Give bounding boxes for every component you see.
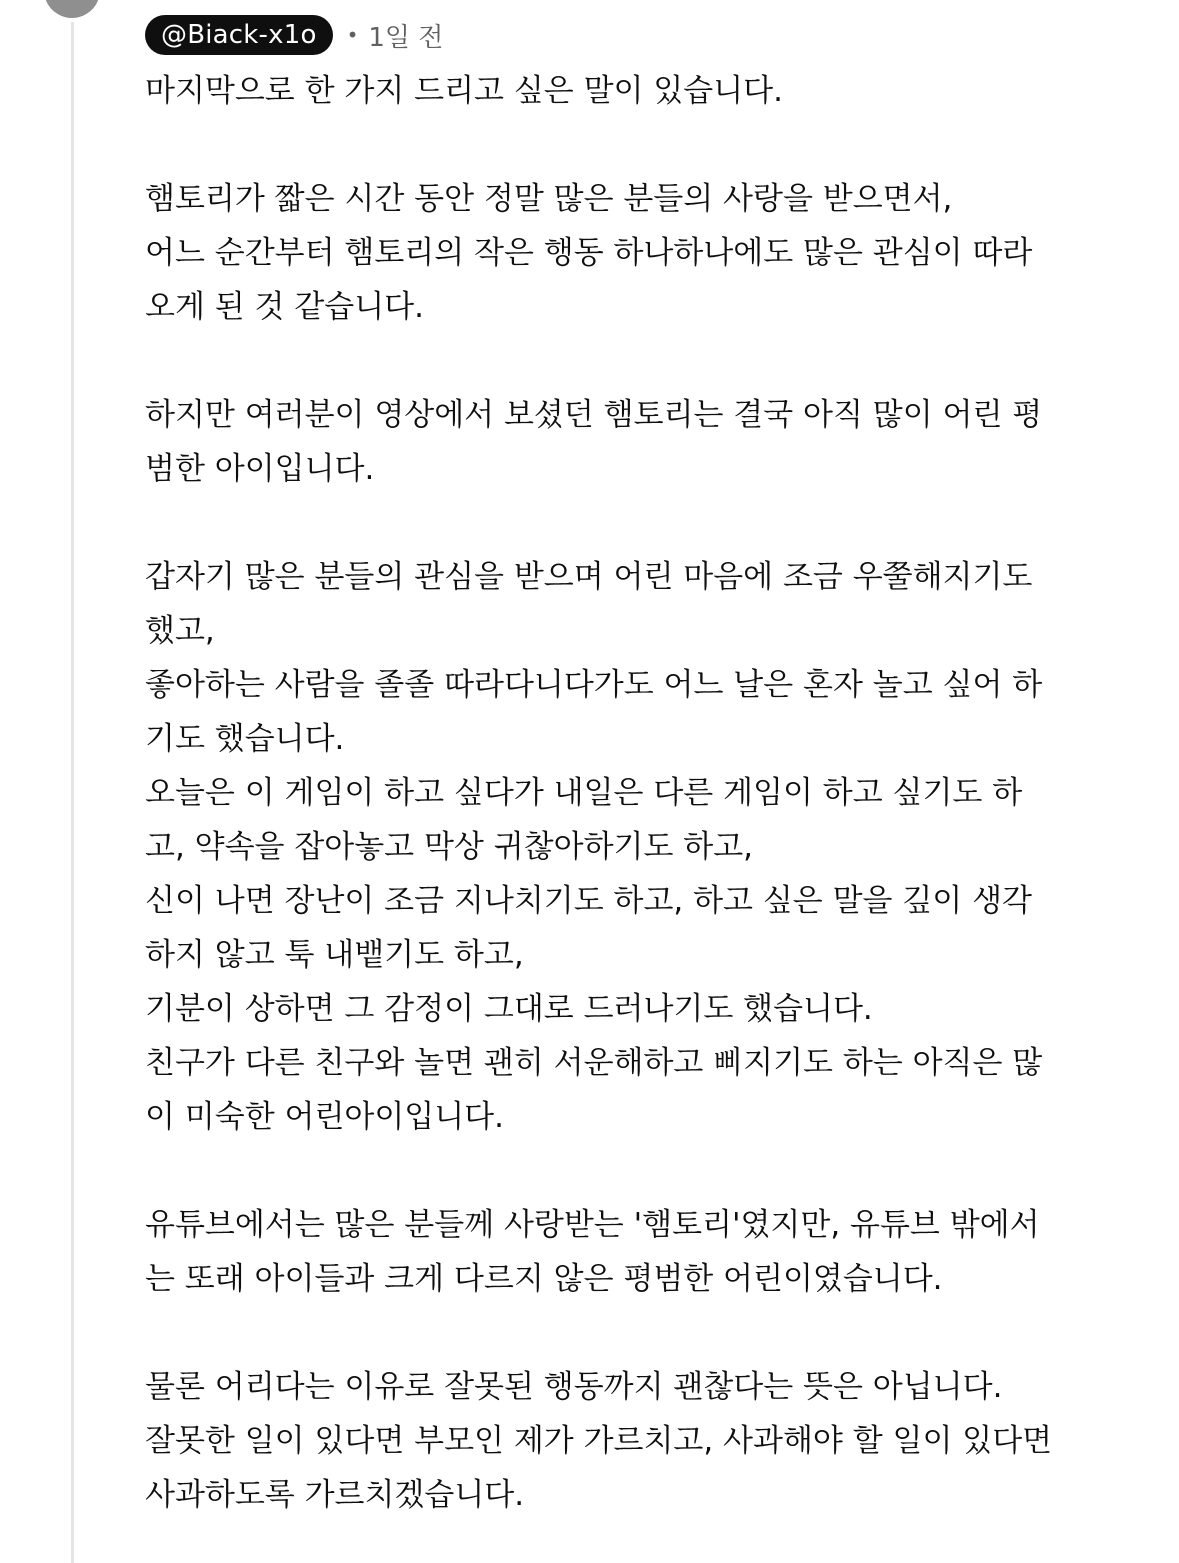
blank-line <box>145 334 1105 388</box>
comment-line: 범한 아이입니다. <box>145 451 375 487</box>
comment-line: 오게 된 것 같습니다. <box>145 289 424 325</box>
comment-line: 햄토리가 짧은 시간 동안 정말 많은 분들의 사랑을 받으면서, <box>145 181 953 217</box>
separator-dot: • <box>346 23 359 47</box>
comment-line: 마지막으로 한 가지 드리고 싶은 말이 있습니다. <box>145 73 783 109</box>
blank-line <box>145 496 1105 550</box>
comment-line: 좋아하는 사람을 졸졸 따라다니다가도 어느 날은 혼자 놀고 싶어 하 <box>145 667 1043 703</box>
comment-line: 기분이 상하면 그 감정이 그대로 드러나기도 했습니다. <box>145 991 873 1027</box>
blank-line <box>145 118 1105 172</box>
comment-line: 하지 않고 툭 내뱉기도 하고, <box>145 937 524 973</box>
comment-timestamp[interactable]: 1일 전 <box>368 22 444 53</box>
reply-thread-line <box>71 22 74 1563</box>
comment-line: 물론 어리다는 이유로 잘못된 행동까지 괜찮다는 뜻은 아닙니다. <box>145 1369 1003 1405</box>
comment-line: 했고, <box>145 613 215 649</box>
comment-line: 잘못한 일이 있다면 부모인 제가 가르치고, 사과해야 할 일이 있다면 <box>145 1423 1053 1459</box>
author-handle-chip[interactable]: @Biack-x1o <box>145 15 333 55</box>
avatar[interactable] <box>44 0 100 18</box>
comment-line: 어느 순간부터 햄토리의 작은 행동 하나하나에도 많은 관심이 따라 <box>145 235 1033 271</box>
comment-header <box>145 15 443 55</box>
comment-line: 사과하도록 가르치겠습니다. <box>145 1477 525 1513</box>
comment-line: 는 또래 아이들과 크게 다르지 않은 평범한 어린이였습니다. <box>145 1261 943 1297</box>
comment-line: 기도 했습니다. <box>145 721 345 757</box>
blank-line <box>145 1306 1105 1360</box>
blank-line <box>145 1144 1105 1198</box>
comment-line: 친구가 다른 친구와 놀면 괜히 서운해하고 삐지기도 하는 아직은 많 <box>145 1045 1043 1081</box>
comment-line: 고, 약속을 잡아놓고 막상 귀찮아하기도 하고, <box>145 829 754 865</box>
comment-line: 하지만 여러분이 영상에서 보셨던 햄토리는 결국 아직 많이 어린 평 <box>145 397 1043 433</box>
comment-line: 유튜브에서는 많은 분들께 사랑받는 '햄토리'였지만, 유튜브 밖에서 <box>145 1207 1040 1243</box>
comment-line: 신이 나면 장난이 조금 지나치기도 하고, 하고 싶은 말을 깊이 생각 <box>145 883 1032 919</box>
comment-line: 오늘은 이 게임이 하고 싶다가 내일은 다른 게임이 하고 싶기도 하 <box>145 775 1023 811</box>
comment-text <box>145 64 1105 1522</box>
comment-line: 갑자기 많은 분들의 관심을 받으며 어린 마음에 조금 우쭐해지기도 <box>145 559 1033 595</box>
comment-line: 이 미숙한 어린아이입니다. <box>145 1099 504 1135</box>
